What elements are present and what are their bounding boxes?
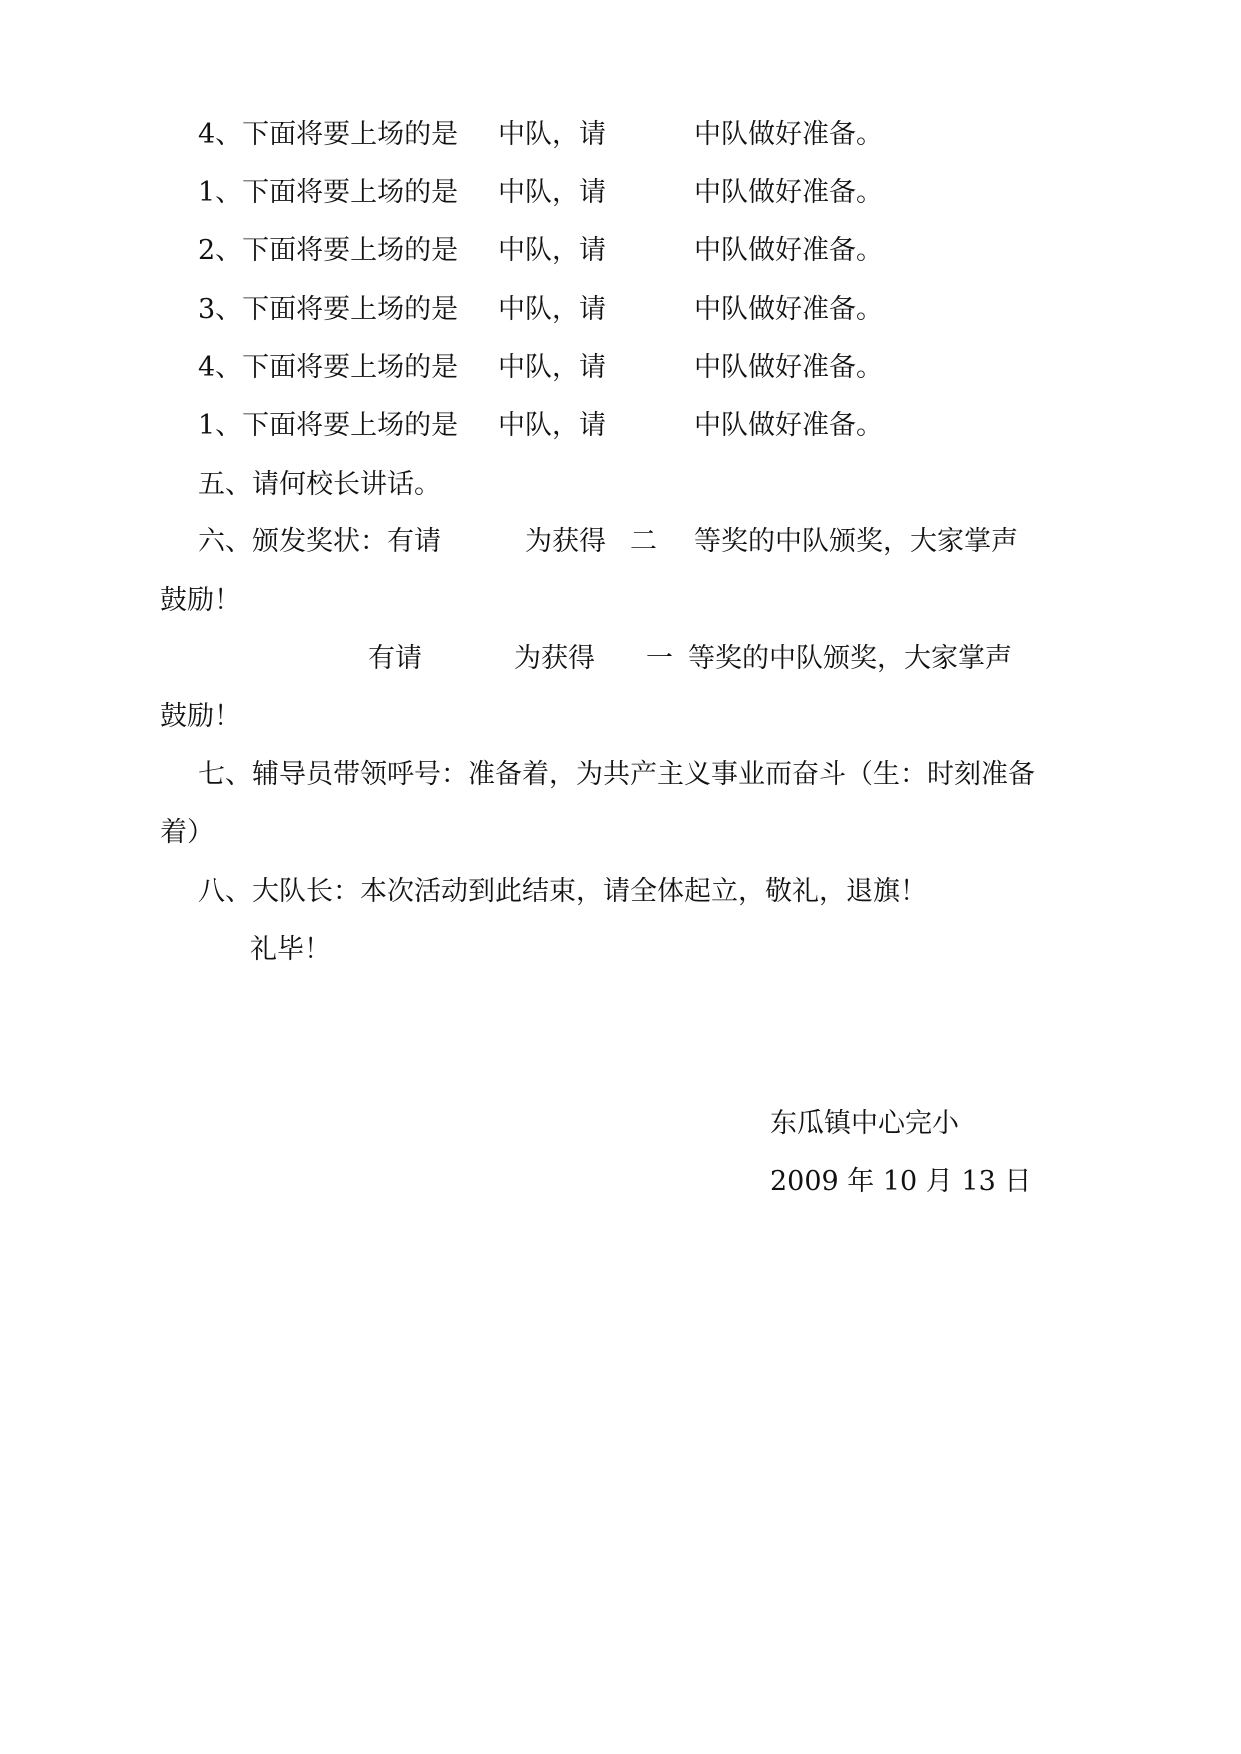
counselor-slogan-cont: 着）	[160, 817, 214, 848]
call-line-prefix: 1、下面将要上场的是	[198, 177, 459, 208]
call-line-suffix: 中队做好准备。	[694, 177, 883, 208]
call-line-mid: 中队，请	[498, 410, 606, 441]
ceremony-end-line: 礼毕！	[250, 934, 331, 965]
call-line-mid: 中队，请	[498, 235, 606, 266]
call-line-suffix: 中队做好准备。	[694, 294, 883, 325]
award-line-2-for: 为获得	[514, 643, 595, 674]
counselor-slogan-line: 七、辅导员带领呼号：准备着，为共产主义事业而奋斗（生：时刻准备	[198, 759, 1035, 790]
call-line-mid: 中队，请	[498, 294, 606, 325]
call-line-suffix: 中队做好准备。	[694, 119, 883, 150]
call-line-suffix: 中队做好准备。	[694, 410, 883, 441]
school-name: 东瓜镇中心完小	[770, 1108, 959, 1139]
call-line-mid: 中队，请	[498, 177, 606, 208]
award-line-2-start: 有请	[368, 643, 422, 674]
call-line-prefix: 4、下面将要上场的是	[198, 352, 459, 383]
call-line-mid: 中队，请	[498, 119, 606, 150]
call-line-prefix: 1、下面将要上场的是	[198, 410, 459, 441]
award-line-1-rank: 二	[630, 526, 657, 557]
award-line-2-end: 等奖的中队颁奖，大家掌声	[688, 643, 1012, 674]
call-line-suffix: 中队做好准备。	[694, 352, 883, 383]
principal-speech-line: 五、请何校长讲话。	[198, 469, 441, 500]
call-line-prefix: 2、下面将要上场的是	[198, 235, 459, 266]
award-line-1-start: 六、颁发奖状：有请	[198, 526, 441, 557]
call-line-suffix: 中队做好准备。	[694, 235, 883, 266]
call-line-prefix: 3、下面将要上场的是	[198, 294, 459, 325]
closing-line: 八、大队长：本次活动到此结束，请全体起立，敬礼，退旗！	[198, 876, 927, 907]
award-line-1-for: 为获得	[525, 526, 606, 557]
call-line-prefix: 4、下面将要上场的是	[198, 119, 459, 150]
award-line-2-rank: 一	[646, 643, 673, 674]
document-date: 2009 年 10 月 13 日	[770, 1166, 1032, 1197]
call-line-mid: 中队，请	[498, 352, 606, 383]
award-line-1-cont: 鼓励！	[160, 585, 241, 616]
award-line-2-cont: 鼓励！	[160, 701, 241, 732]
award-line-1-end: 等奖的中队颁奖，大家掌声	[694, 526, 1018, 557]
